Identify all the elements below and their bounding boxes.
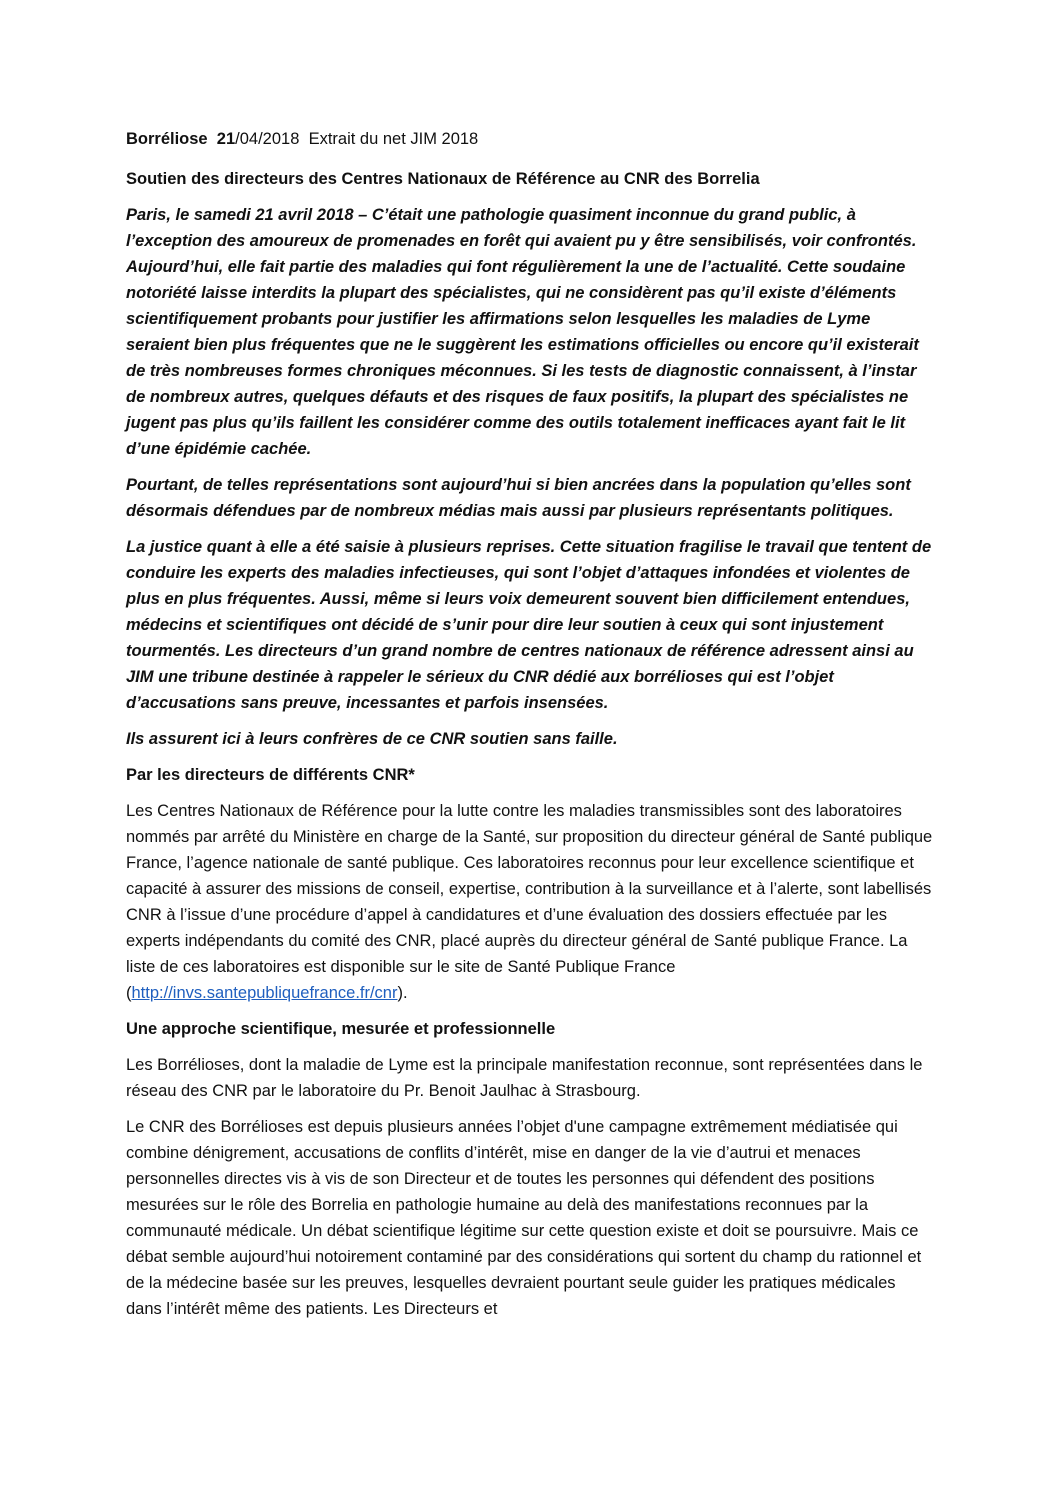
article-title: Soutien des directeurs des Centres Nationaux de Référence au CNR des Borrelia (126, 170, 760, 188)
document-page (126, 126, 934, 1332)
body-text: Les Centres Nationaux de Référence pour la lutte contre les maladies transmissibles sont des laboratoires nommés par arrêté du Ministère en charge de la Santé, sur proposition du directeur général de Santé publique France, l’agence nationale de santé publique. Ces laboratoires reconnus pour leur excellence scientifique et capacité à assurer des missions de conseil, expertise, contribution à la surveillance et à l’alerte, sont labellisés CNR à l’issue d’une procédure d’appel à candidatures et d’une évaluation des dossiers effectuée par les experts indépendants du comité des CNR, placé auprès du directeur général de Santé publique France. La liste de ces laboratoires est disponible sur le site de Santé Publique France ( (126, 802, 933, 1002)
intro-paragraph: Ils assurent ici à leurs confrères de ce CNR soutien sans faille. (126, 730, 618, 748)
intro-paragraph: Paris, le samedi 21 avril 2018 – C’était une pathologie quasiment inconnue du grand public, à l’exception des amoureux de promenades en forêt qui avaient pu y être sensibilisés, voir confrontés. Aujourd’hui, elle fait partie des maladies qui font régulièrement la une de l’actualité. Cette soudaine notoriété laisse interdits la plupart des spécialistes, qui ne considèrent pas qu’il existe d’éléments scientifiquement probants pour justifier les affirmations selon lesquelles les maladies de Lyme seraient bien plus fréquentes que ne le suggèrent les estimations officielles ou encore qu’il existerait de très nombreuses formes chroniques méconnues. Si les tests de diagnostic connaissent, à l’instar de nombreux autres, quelques défauts et des risques de faux positifs, la plupart des spécialistes ne jugent pas plus qu’ils faillent les considérer comme des outils totalement inefficaces ayant fait le lit d’une épidémie cachée. (126, 206, 919, 458)
body-paragraph (126, 798, 934, 1006)
cnr-list-link[interactable]: http://invs.santepubliquefrance.fr/cnr (131, 984, 398, 1002)
body-text: ). (397, 984, 408, 1002)
body-paragraph: Le CNR des Borrélioses est depuis plusieurs années l’objet d'une campagne extrêmement médiatisée qui combine dénigrement, accusations de conflits d’intérêt, mise en danger de la vie d’autrui et menaces personnelles directes vis à vis de son Directeur et de toutes les personnes qui défendent des positions mesurées sur le rôle des Borrelia en pathologie humaine au delà des manifestations reconnues par la communauté médicale. Un débat scientifique légitime sur cette question existe et doit se poursuivre. Mais ce débat semble aujourd’hui notoirement contaminé par des considérations qui sortent du champ du rationnel et de la médecine basée sur les preuves, lesquelles devraient pourtant seule guider les pratiques médicales dans l’intérêt même des patients. Les Directeurs et (126, 1118, 922, 1318)
section-heading: Une approche scientifique, mesurée et professionnelle (126, 1020, 556, 1038)
header-source: Extrait du net JIM 2018 (308, 130, 479, 148)
body-paragraph: Les Borrélioses, dont la maladie de Lyme est la principale manifestation reconnue, sont représentées dans le réseau des CNR par le laboratoire du Pr. Benoit Jaulhac à Strasbourg. (126, 1056, 923, 1100)
byline: Par les directeurs de différents CNR* (126, 766, 415, 784)
intro-paragraph: La justice quant à elle a été saisie à plusieurs reprises. Cette situation fragilise le travail que tentent de conduire les experts des maladies infectieuses, qui sont l’objet d’attaques infondées et violentes de plus en plus fréquentes. Aussi, même si leurs voix demeurent souvent bien difficilement entendues, médecins et scientifiques ont décidé de s’unir pour dire leur soutien à ceux qui sont injustement tourmentés. Les directeurs d’un grand nombre de centres nationaux de référence adressent ainsi au JIM une tribune destinée à rappeler le sérieux du CNR dédié aux borrélioses qui est l’objet d’accusations sans preuve, incessantes et parfois insensées. (126, 538, 932, 712)
header-topic: Borréliose (126, 130, 208, 148)
header-day: 21 (216, 130, 236, 148)
document-header (126, 126, 934, 152)
intro-paragraph: Pourtant, de telles représentations sont aujourd’hui si bien ancrées dans la population qu’elles sont désormais défendues par de nombreux médias mais aussi par plusieurs représentants politiques. (126, 476, 911, 520)
header-date-rest: /04/2018 (235, 130, 300, 148)
